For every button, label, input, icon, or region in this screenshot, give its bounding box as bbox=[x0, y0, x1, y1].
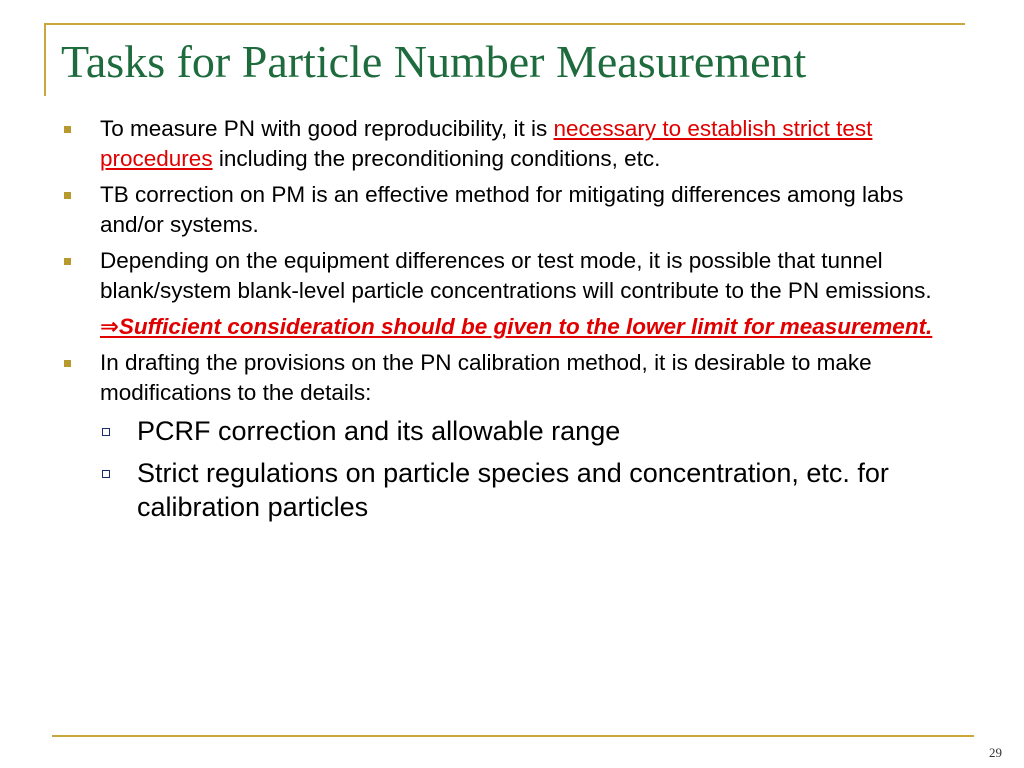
square-bullet-icon bbox=[64, 126, 71, 133]
hollow-square-bullet-icon bbox=[102, 428, 110, 436]
square-bullet-icon bbox=[64, 360, 71, 367]
bullet-text: To measure PN with good reproducibility, it is bbox=[100, 116, 554, 141]
bullet-text: including the preconditioning conditions, etc. bbox=[212, 146, 661, 171]
sub-bullet-text: PCRF correction and its allowable range bbox=[137, 416, 621, 446]
sub-bullet-item bbox=[64, 414, 969, 448]
left-rule bbox=[44, 23, 46, 96]
sub-bullet-item bbox=[64, 456, 969, 524]
sub-bullet-text: Strict regulations on particle species and concentration, etc. for calibration particles bbox=[137, 458, 889, 522]
square-bullet-icon bbox=[64, 258, 71, 265]
slide-body bbox=[64, 114, 969, 532]
bullet-item bbox=[64, 114, 969, 174]
page-number: 29 bbox=[989, 745, 1002, 760]
bottom-rule bbox=[52, 735, 974, 737]
bullet-text: TB correction on PM is an effective method for mitigating differences among labs and/or systems. bbox=[100, 182, 904, 237]
bullet-item bbox=[64, 180, 969, 240]
bullet-item bbox=[64, 348, 969, 408]
bullet-text: In drafting the provisions on the PN calibration method, it is desirable to make modifications to the details: bbox=[100, 350, 872, 405]
hollow-square-bullet-icon bbox=[102, 470, 110, 478]
top-rule bbox=[44, 23, 965, 25]
highlighted-text: necessary to establish strict test procedures bbox=[100, 116, 873, 171]
bullet-item bbox=[64, 246, 969, 306]
slide-title: Tasks for Particle Number Measurement bbox=[61, 36, 807, 87]
emphasis-note: ⇒Sufficient consideration should be given to the lower limit for measurement. bbox=[100, 314, 933, 339]
bullet-text: Depending on the equipment differences or test mode, it is possible that tunnel blank/system blank-level particle concentrations will contribute to the PN emissions. bbox=[100, 248, 932, 303]
square-bullet-icon bbox=[64, 192, 71, 199]
